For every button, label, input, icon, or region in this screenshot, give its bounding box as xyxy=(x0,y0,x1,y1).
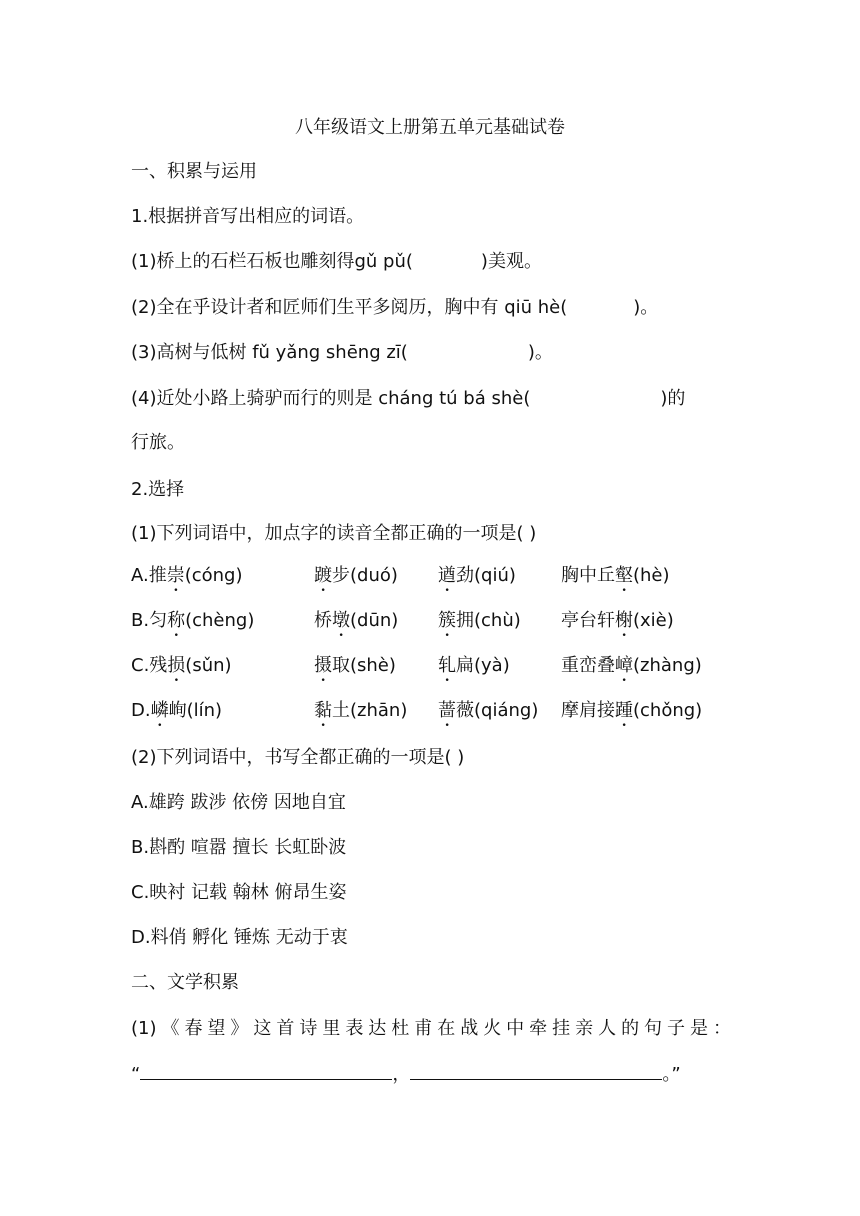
literature-question-1: (1)《春望》这首诗里表达杜甫在战火中牵挂亲人的句子是： xyxy=(131,1018,731,1039)
dotted-character: 黏 xyxy=(314,700,332,721)
option-label[interactable]: B. xyxy=(131,610,150,631)
item-text: )。 xyxy=(527,342,553,363)
question-2-2-prompt: (2)下列词语中，书写全都正确的一项是( ) xyxy=(131,747,465,768)
word-pinyin: (chǒng) xyxy=(633,700,703,721)
word-plain: 残 xyxy=(149,655,168,676)
option-b-word-1 xyxy=(131,609,254,641)
option-a-word-4 xyxy=(561,564,670,596)
dotted-character: 壑 xyxy=(615,565,633,586)
page-title: 八年级语文上册第五单元基础试卷 xyxy=(295,117,565,138)
dotted-character: 蔷 xyxy=(438,700,456,721)
option-a-word-3 xyxy=(438,564,516,596)
dotted-character: 踱 xyxy=(314,565,332,586)
question-2-1-prompt: (1)下列词语中，加点字的读音全都正确的一项是( ) xyxy=(131,523,537,544)
word-pinyin: (chèng) xyxy=(185,610,255,631)
option-b-word-3 xyxy=(438,609,521,641)
question-1-item-4 xyxy=(131,387,685,411)
section-heading-2: 二、文学积累 xyxy=(131,972,239,993)
option-label[interactable]: A. xyxy=(131,565,149,586)
word-pinyin: 薇(qiáng) xyxy=(456,700,539,721)
comma: ， xyxy=(392,1064,411,1085)
word-pinyin: 取(shè) xyxy=(332,655,396,676)
question-1-item-1 xyxy=(131,250,542,274)
question-1-item-4-cont: 行旅。 xyxy=(131,432,185,453)
option-a-word-1 xyxy=(131,564,243,596)
literature-answer-line xyxy=(131,1061,681,1087)
item-text: )的 xyxy=(660,388,686,409)
dotted-character: 踵 xyxy=(615,700,633,721)
answer-blank-1[interactable] xyxy=(140,1061,392,1080)
word-pinyin: 峋(lín) xyxy=(168,700,223,721)
word-pinyin: 扁(yà) xyxy=(456,655,510,676)
option-a-word-2 xyxy=(314,564,398,596)
option-c[interactable]: C.映衬 记载 翰林 俯昂生姿 xyxy=(131,882,347,903)
word-pinyin: (cóng) xyxy=(184,565,243,586)
item-text: (4)近处小路上骑驴而行的则是 cháng tú bá shè( xyxy=(131,388,531,409)
word-pinyin: (zhàng) xyxy=(633,655,702,676)
question-1-prompt: 1.根据拼音写出相应的词语。 xyxy=(131,206,365,227)
option-c-word-1 xyxy=(131,654,232,686)
item-text: (1)桥上的石栏石板也雕刻得gǔ pǔ( xyxy=(131,251,413,272)
option-label[interactable]: C. xyxy=(131,655,150,676)
word-pinyin: 劲(qiú) xyxy=(456,565,516,586)
option-d-word-1 xyxy=(131,699,222,731)
word-pinyin: 土(zhān) xyxy=(332,700,408,721)
dotted-character: 损 xyxy=(167,655,186,676)
word-pinyin: 拥(chù) xyxy=(456,610,521,631)
dotted-character: 遒 xyxy=(438,565,456,586)
dotted-character: 簇 xyxy=(438,610,456,631)
dotted-character: 轧 xyxy=(438,655,456,676)
section-heading-1: 一、积累与运用 xyxy=(131,161,257,182)
option-c-word-4 xyxy=(561,654,702,686)
word-plain: 胸中丘 xyxy=(561,565,615,586)
dotted-character: 嶂 xyxy=(615,655,633,676)
option-c-word-2 xyxy=(314,654,396,686)
option-b[interactable]: B.斟酌 喧嚣 擅长 长虹卧波 xyxy=(131,837,347,858)
item-text: (3)高树与低树 fǔ yǎng shēng zī( xyxy=(131,342,408,363)
option-d[interactable]: D.料俏 孵化 锤炼 无动于衷 xyxy=(131,927,348,948)
word-pinyin: (sǔn) xyxy=(185,655,232,676)
word-plain: 桥 xyxy=(314,610,332,631)
dotted-character: 墩 xyxy=(332,610,350,631)
option-c-word-3 xyxy=(438,654,510,686)
option-d-word-4 xyxy=(561,699,702,731)
dotted-character: 崇 xyxy=(166,565,185,586)
word-plain: 重峦叠 xyxy=(561,655,615,676)
option-b-word-2 xyxy=(314,609,398,641)
word-pinyin: (xiè) xyxy=(633,610,674,631)
option-label[interactable]: D. xyxy=(131,700,151,721)
option-d-word-2 xyxy=(314,699,407,731)
option-d-word-3 xyxy=(438,699,538,731)
dotted-character: 称 xyxy=(167,610,186,631)
question-1-item-2 xyxy=(131,296,658,320)
question-2-prompt: 2.选择 xyxy=(131,479,185,500)
close-quote: 。” xyxy=(662,1064,681,1085)
answer-blank-2[interactable] xyxy=(410,1061,662,1080)
word-pinyin: 步(duó) xyxy=(332,565,398,586)
word-plain: 推 xyxy=(148,565,167,586)
word-plain: 亭台轩 xyxy=(561,610,615,631)
dotted-character: 榭 xyxy=(615,610,633,631)
item-text: )美观。 xyxy=(480,251,542,272)
option-a[interactable]: A.雄跨 跋涉 依傍 因地自宜 xyxy=(131,792,346,813)
word-pinyin: (dūn) xyxy=(350,610,399,631)
word-plain: 摩肩接 xyxy=(561,700,615,721)
dotted-character: 摄 xyxy=(314,655,332,676)
open-quote: “ xyxy=(131,1064,141,1085)
dotted-character: 嶙 xyxy=(150,700,169,721)
word-plain: 匀 xyxy=(149,610,168,631)
word-pinyin: (hè) xyxy=(633,565,670,586)
option-b-word-4 xyxy=(561,609,674,641)
question-1-item-3 xyxy=(131,341,553,365)
item-text: (2)全在乎设计者和匠师们生平多阅历，胸中有 qiū hè( xyxy=(131,297,568,318)
item-text: )。 xyxy=(633,297,659,318)
